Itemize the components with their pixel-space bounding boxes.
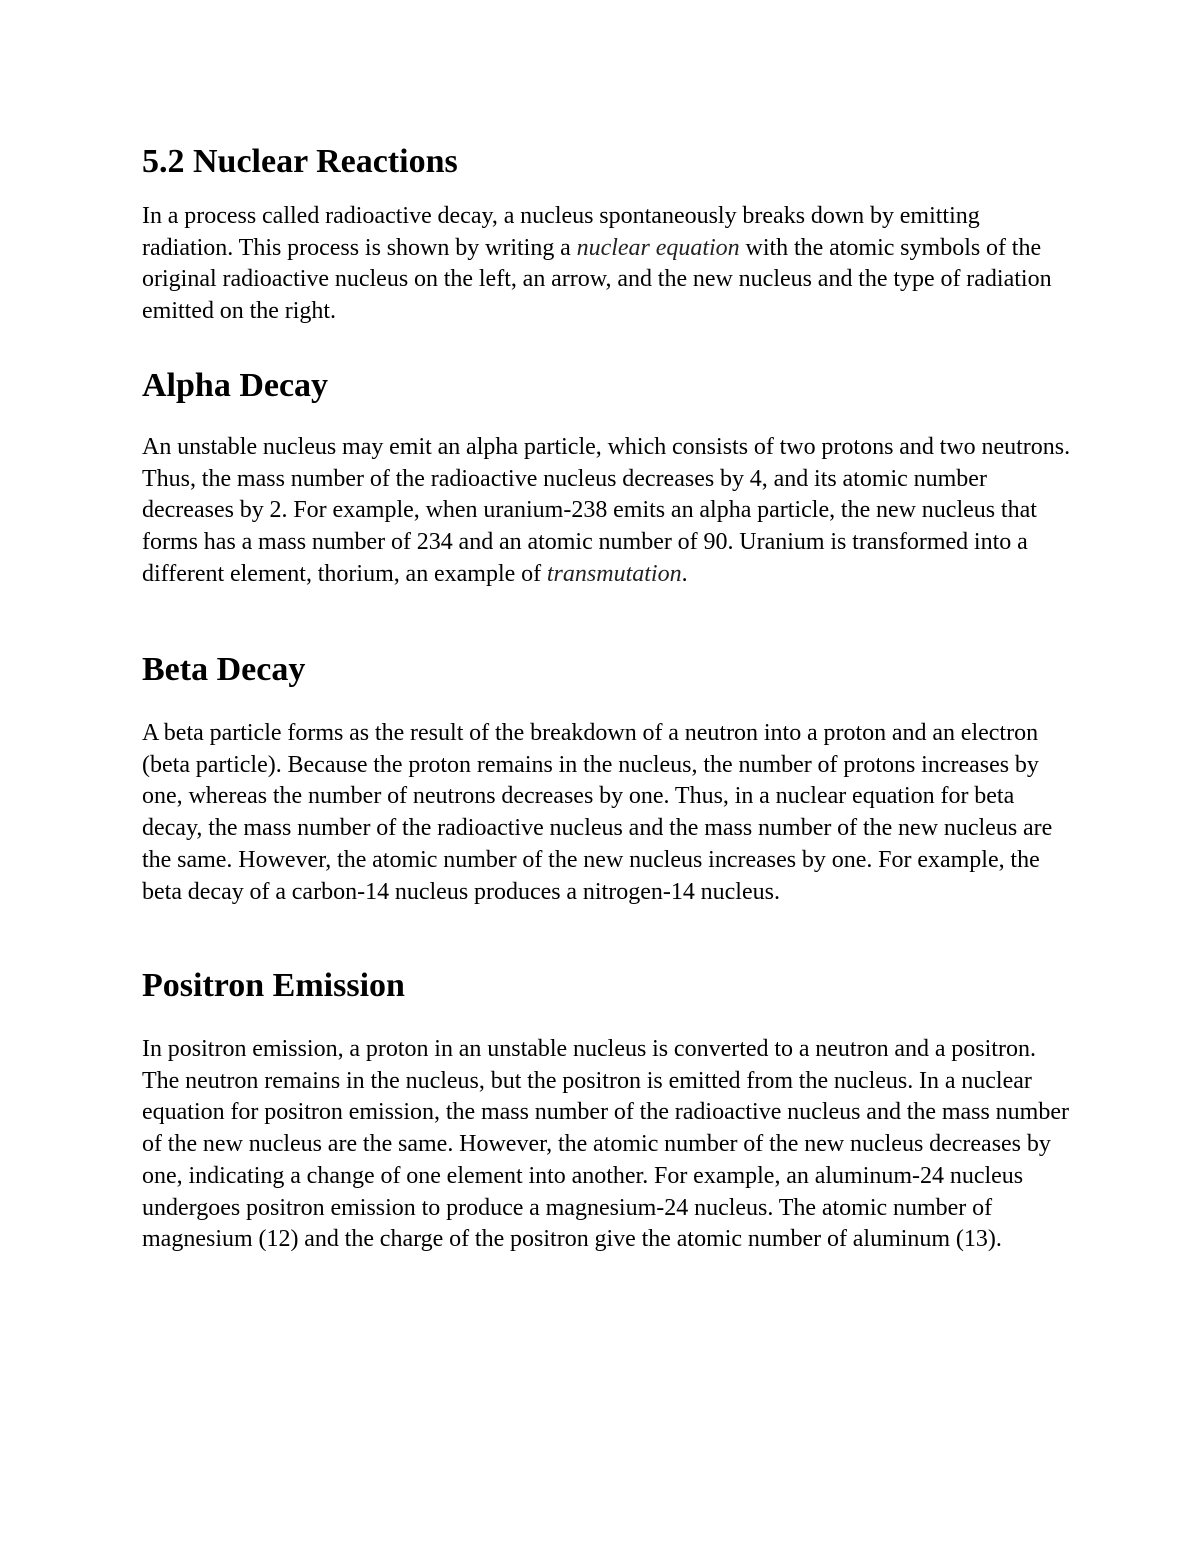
positron-emission-heading: Positron Emission xyxy=(142,967,405,1004)
alpha-text-before: An unstable nucleus may emit an alpha particle, which consists of two protons and two neutrons. Thus, the mass number of the radioactive nucleus decreases by 4, and its atomic number decreases by 2. For example, when uranium-238 emits an alpha particle, the new nucleus that forms has a mass number of 234 and an atomic number of 90. Uranium is transformed into a different element, thorium, an example of xyxy=(142,434,1071,587)
alpha-decay-paragraph xyxy=(142,432,1072,591)
beta-decay-paragraph: A beta particle forms as the result of the breakdown of a neutron into a proton and an electron (beta particle). Because the proton remains in the nucleus, the number of protons increases by one, whereas the number of neutrons decreases by one. Thus, in a nuclear equation for beta decay, the mass number of the radioactive nucleus and the mass number of the new nucleus are the same. However, the atomic number of the new nucleus increases by one. For example, the beta decay of a carbon-14 nucleus produces a nitrogen-14 nucleus. xyxy=(142,720,1053,905)
alpha-text-after: . xyxy=(681,560,688,587)
alpha-decay-heading: Alpha Decay xyxy=(142,367,329,404)
page-title: 5.2 Nuclear Reactions xyxy=(142,143,458,180)
intro-text-before: In a process called radioactive decay, a nucleus spontaneously breaks down by emitting radiation. This process is shown by writing a xyxy=(142,203,980,261)
beta-decay-heading: Beta Decay xyxy=(142,651,306,688)
intro-term-nuclear-equation: nuclear equation xyxy=(576,234,740,261)
intro-paragraph xyxy=(142,201,1072,328)
alpha-term-transmutation: transmutation xyxy=(546,560,682,587)
positron-emission-paragraph: In positron emission, a proton in an unstable nucleus is converted to a neutron and a positron. The neutron remains in the nucleus, but the positron is emitted from the nucleus. In a nuclear equation for positron emission, the mass number of the radioactive nucleus and the mass number of the new nucleus are the same. However, the atomic number of the new nucleus decreases by one, indicating a change of one element into another. For example, an aluminum-24 nucleus undergoes positron emission to produce a magnesium-24 nucleus. The atomic number of magnesium (12) and the charge of the positron give the atomic number of aluminum (13). xyxy=(142,1036,1069,1253)
intro-text-after: with the atomic symbols of the original radioactive nucleus on the left, an arrow, and the new nucleus and the type of radiation emitted on the right. xyxy=(142,234,1052,325)
